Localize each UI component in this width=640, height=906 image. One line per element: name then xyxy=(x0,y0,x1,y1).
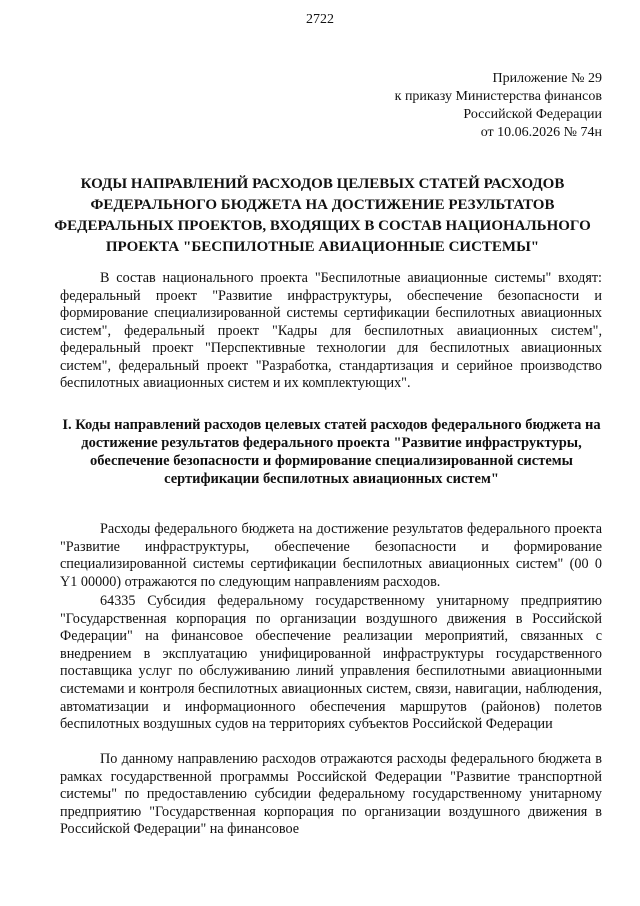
intro-paragraph: В состав национального проекта "Беспилотные авиационные системы" входят: федеральный проект "Развитие инфраструктуры, обеспечение безопасности и формирование специализированной системы сертификации беспилотных авиационных систем", федеральный проект "Кадры для беспилотных авиационных систем", федеральный проект "Перспективные технологии для беспилотных авиационных систем", федеральный проект "Разработка, стандартизация и серийное производство беспилотных авиационных систем и их комплектующих". xyxy=(60,270,602,391)
body-paragraph: Расходы федерального бюджета на достижение результатов федерального проекта "Развитие инфраструктуры, обеспечение безопасности и формирование специализированной системы сертификации беспилотных авиационных систем" (00 0 Y1 00000) отражаются по следующим направлениям расходов. xyxy=(60,521,602,590)
appendix-line: к приказу Министерства финансов xyxy=(394,89,602,104)
appendix-line: Приложение № 29 xyxy=(492,71,602,86)
page-number: 2722 xyxy=(306,12,334,27)
appendix-line: Российской Федерации xyxy=(463,107,602,122)
document-title: КОДЫ НАПРАВЛЕНИЙ РАСХОДОВ ЦЕЛЕВЫХ СТАТЕЙ РАСХОДОВ ФЕДЕРАЛЬНОГО БЮДЖЕТА НА ДОСТИЖЕНИЕ РЕЗУЛЬТАТОВ ФЕДЕРАЛЬНЫХ ПРОЕКТОВ, ВХОДЯЩИХ В СОСТАВ НАЦИОНАЛЬНОГО ПРОЕКТА "БЕСПИЛОТНЫЕ АВИАЦИОННЫЕ СИСТЕМЫ" xyxy=(54,176,591,255)
body-paragraph: 64335 Субсидия федеральному государственному унитарному предприятию "Государственная корпорация по организации воздушного движения в Российской Федерации" на финансовое обеспечение реализации мероприятий, связанных с внедрением в эксплуатацию унифицированной инфраструктуры государственного поставщика услуг по обслуживанию линий управления беспилотными авиационными системами и контроля беспилотных авиационных систем, связи, навигации, наблюдения, автоматизации и информационного обеспечения маршрутов (районов) полетов беспилотных воздушных судов на территориях субъектов Российской Федерации xyxy=(60,593,602,733)
appendix-line: от 10.06.2026 № 74н xyxy=(480,125,602,140)
section-title: I. Коды направлений расходов целевых статей расходов федерального бюджета на достижение результатов федерального проекта "Развитие инфраструктуры, обеспечение безопасности и формирование специализированной системы сертификации беспилотных авиационных систем" xyxy=(62,417,601,487)
appendix-block xyxy=(302,70,602,142)
body-paragraph: По данному направлению расходов отражаются расходы федерального бюджета в рамках государственной программы Российской Федерации "Развитие транспортной системы" по предоставлению субсидии федеральному государственному унитарному предприятию "Государственная корпорация по организации воздушного движения в Российской Федерации" на финансовое xyxy=(60,751,602,838)
